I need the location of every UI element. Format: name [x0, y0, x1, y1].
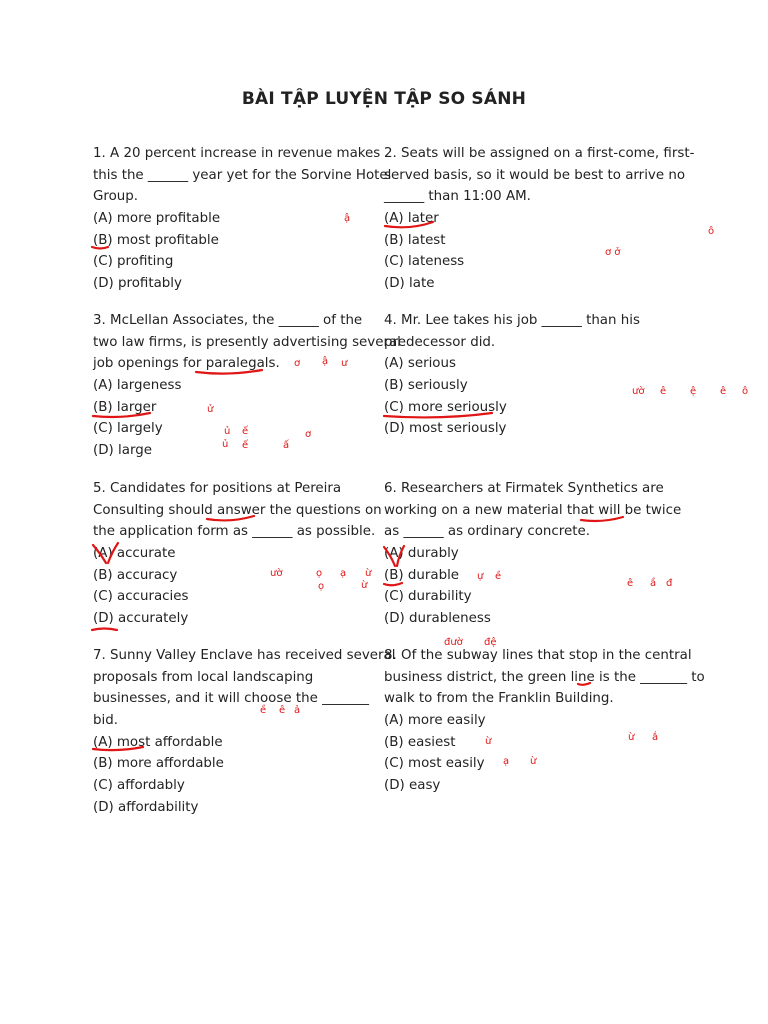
question-text-line: the application form as ______ as possible.: [93, 524, 376, 540]
annotation-mark: ầ: [650, 578, 657, 589]
annotation-mark: ề: [495, 571, 502, 582]
annotation-mark: ế: [242, 440, 249, 451]
answer-option: (C) lateness: [384, 254, 465, 270]
annotation-mark: ế: [242, 426, 249, 437]
annotation-mark: ủ: [222, 439, 229, 450]
question-text-line: ______ than 11:00 AM.: [384, 189, 531, 205]
question-text-line: walk to from the Franklin Building.: [384, 691, 614, 707]
annotation-mark: ơ: [294, 358, 301, 369]
question-text-line: business district, the green line is the _______ to: [384, 669, 705, 685]
question-text-line: two law firms, is presently advertising several: [93, 334, 401, 350]
annotation-mark: ệ: [690, 386, 697, 397]
annotation-mark: ê: [720, 386, 727, 397]
question-text-line: 4. Mr. Lee takes his job ______ than his: [384, 313, 640, 328]
question-text-line: 1. A 20 percent increase in revenue makes: [93, 146, 381, 161]
annotation-mark: ừ: [365, 568, 372, 579]
annotation-mark: ừ: [361, 580, 368, 591]
answer-option: (D) large: [93, 443, 152, 459]
question-text-line: 2. Seats will be assigned on a first-come, first-: [384, 146, 695, 161]
annotation-mark: ừ: [628, 732, 635, 743]
annotation-mark: ọ: [316, 568, 323, 579]
question-6: [384, 478, 682, 630]
annotation-mark: ườ: [632, 386, 645, 397]
annotation-mark: đ: [666, 578, 673, 589]
answer-option: (C) durability: [384, 589, 472, 605]
answer-option: (C) largely: [93, 421, 163, 437]
annotation-mark: ơ: [305, 429, 312, 440]
question-text-line: bid.: [93, 713, 118, 729]
answer-option: (A) more easily: [384, 713, 486, 729]
annotation-mark: ề: [260, 705, 267, 716]
annotation-mark: ô: [708, 226, 715, 237]
question-text-line: as ______ as ordinary concrete.: [384, 524, 590, 540]
question-text-line: job openings for paralegals.: [93, 356, 280, 372]
answer-option: (B) seriously: [384, 378, 468, 394]
annotation-mark: ử: [207, 404, 214, 415]
question-text-line: predecessor did.: [384, 334, 496, 350]
answer-option: (A) accurate: [93, 546, 176, 562]
question-text-line: working on a new material that will be twice: [384, 502, 682, 518]
annotation-mark: ừ: [485, 736, 492, 747]
annotation-mark: ư: [341, 358, 348, 369]
answer-option: (A) serious: [384, 356, 456, 372]
annotation-mark: ọ: [318, 581, 325, 592]
answer-option: (D) most seriously: [384, 421, 507, 437]
question-text-line: 5. Candidates for positions at Pereira: [93, 481, 342, 496]
answer-option: (B) accuracy: [93, 567, 178, 583]
answer-option: (B) most profitable: [93, 232, 219, 248]
annotation-mark: ậ: [322, 356, 329, 367]
annotation-mark: ạ: [503, 756, 510, 767]
annotation-mark: ê: [627, 578, 634, 589]
question-text-line: this the ______ year yet for the Sorvine Hotel: [93, 167, 392, 183]
question-1: [93, 143, 392, 295]
question-text-line: 8. Of the subway lines that stop in the central: [384, 648, 692, 663]
answer-option: (A) more profitable: [93, 211, 221, 227]
answer-option: (D) durableness: [384, 611, 491, 627]
annotation-mark: ậ: [344, 213, 351, 224]
annotation-mark: đườ: [444, 637, 463, 648]
answer-option: (A) durably: [384, 546, 459, 562]
answer-option: (D) profitably: [93, 276, 182, 292]
question-2: [384, 143, 695, 295]
answer-option: (C) more seriously: [384, 399, 507, 415]
annotation-mark: ô: [742, 386, 749, 397]
annotation-mark: ả: [294, 705, 301, 716]
answer-option: (A) largeness: [93, 378, 182, 394]
answer-option: (D) easy: [384, 778, 441, 794]
annotation-mark: ừ: [530, 756, 537, 767]
answer-option: (D) affordability: [93, 799, 199, 815]
answer-option: (D) late: [384, 276, 435, 292]
question-8: [384, 645, 705, 797]
annotation-mark: ự: [477, 571, 484, 582]
annotation-mark: ấ: [283, 440, 290, 451]
question-5: [93, 478, 382, 630]
question-text-line: 7. Sunny Valley Enclave has received several: [93, 648, 396, 663]
answer-option: (B) more affordable: [93, 756, 224, 772]
question-text-line: 3. McLellan Associates, the ______ of the: [93, 313, 363, 328]
question-3: [93, 310, 401, 462]
answer-option: (B) latest: [384, 232, 446, 248]
question-4: [384, 310, 669, 440]
answer-option: (C) affordably: [93, 778, 185, 794]
annotation-mark: ạ: [340, 568, 347, 579]
question-text-line: served basis, so it would be best to arrive no: [384, 167, 686, 183]
question-7: [93, 645, 396, 819]
answer-option: (C) profiting: [93, 254, 174, 270]
page-title: BÀI TẬP LUYỆN TẬP SO SÁNH: [241, 89, 527, 109]
answer-option: (B) durable: [384, 567, 460, 583]
annotation-mark: ơ ở: [605, 247, 621, 258]
answer-option: (C) most easily: [384, 756, 485, 772]
answer-option: (D) accurately: [93, 611, 189, 627]
answer-option: (B) larger: [93, 399, 157, 415]
annotation-mark: đệ: [484, 637, 497, 648]
answer-option: (A) later: [384, 211, 439, 227]
answer-option: (A) most affordable: [93, 734, 223, 750]
question-text-line: Consulting should answer the questions on: [93, 502, 382, 518]
annotation-mark: ắ: [652, 732, 659, 743]
question-text-line: proposals from local landscaping: [93, 669, 314, 685]
answer-option: (C) accuracies: [93, 589, 189, 605]
answer-option: (B) easiest: [384, 734, 456, 750]
annotation-mark: ủ: [224, 426, 231, 437]
question-text-line: 6. Researchers at Firmatek Synthetics are: [384, 481, 664, 496]
question-text-line: Group.: [93, 189, 139, 205]
annotation-mark: ê: [279, 705, 286, 716]
annotation-mark: ê: [660, 386, 667, 397]
annotation-mark: ườ: [270, 568, 283, 579]
question-text-line: businesses, and it will choose the _______: [93, 691, 369, 707]
